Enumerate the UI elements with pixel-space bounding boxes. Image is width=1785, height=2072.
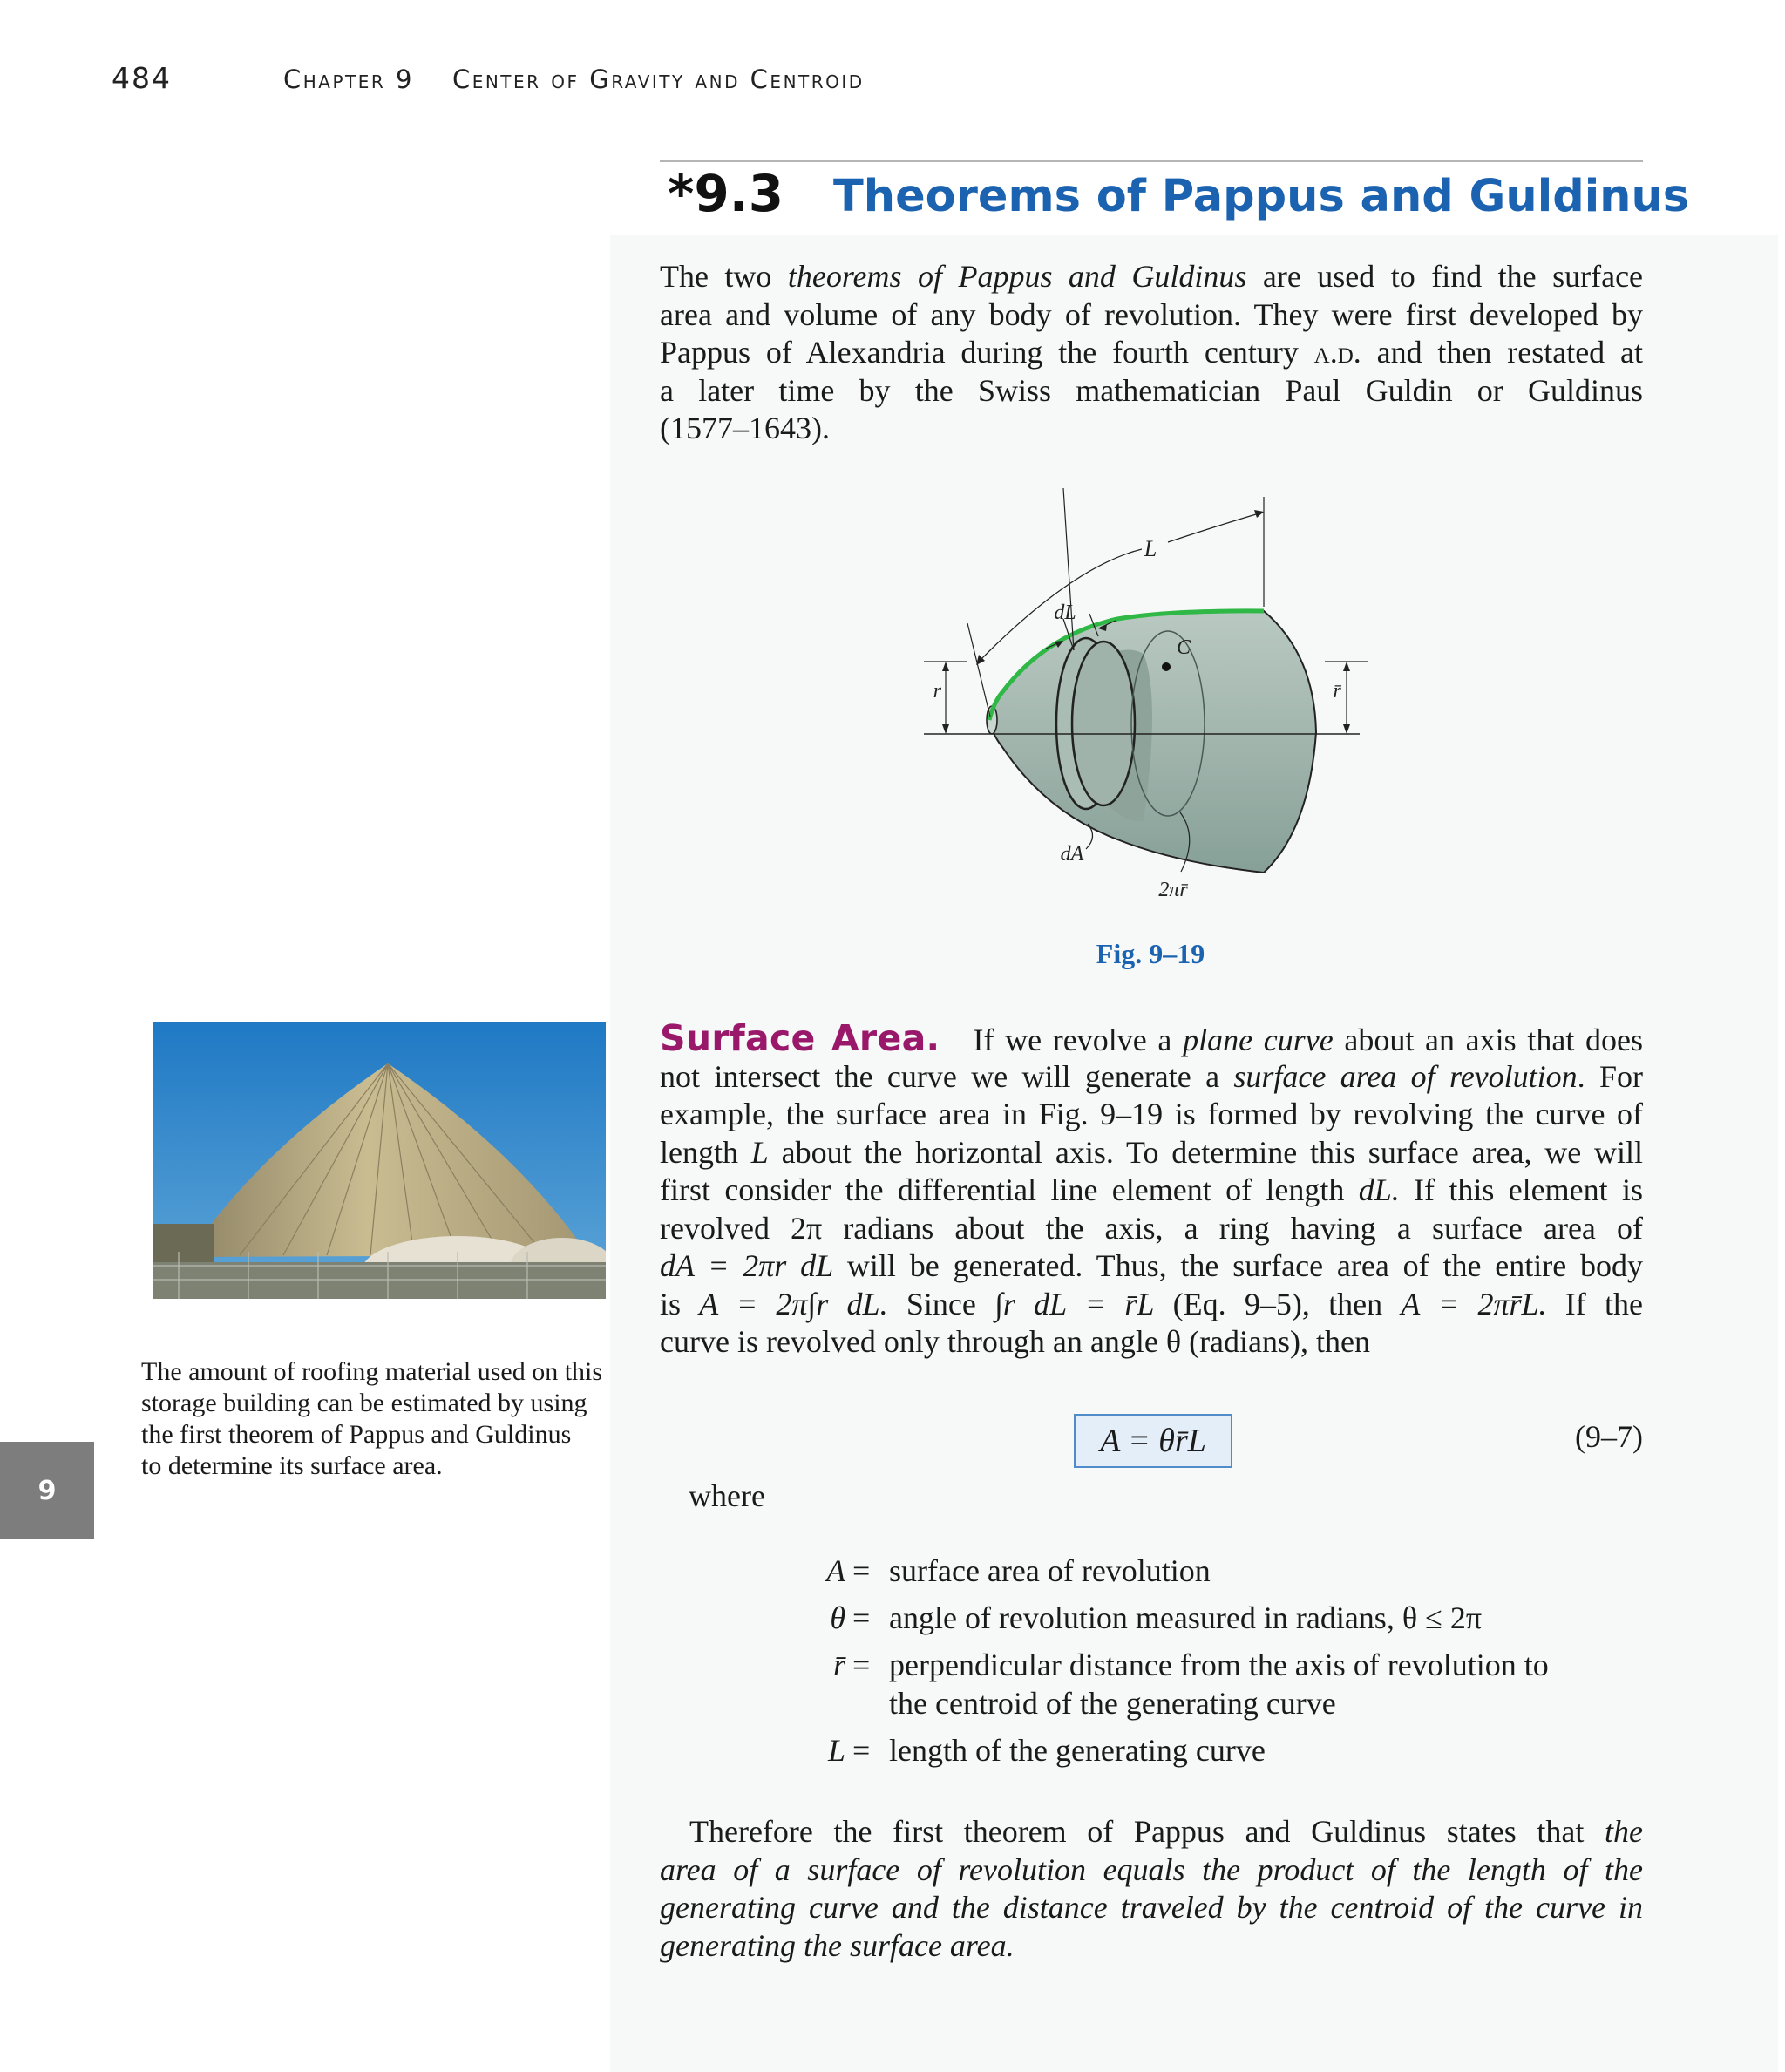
caption-line: to determine its surface area. xyxy=(141,1451,443,1480)
definition-text: length of the generating curve xyxy=(889,1733,1266,1768)
chapter-title: Center of Gravity and Centroid xyxy=(451,65,865,94)
definition-symbol: L xyxy=(827,1733,845,1768)
text-line: revolved 2π radians about the axis, a ring having a surface area of xyxy=(660,1210,1643,1246)
chapter-label: Chapter 9 xyxy=(283,65,414,94)
definition-row: A = surface area of revolution xyxy=(802,1552,1549,1590)
caption-line: storage building can be estimated by using xyxy=(141,1389,587,1417)
text-line: length L about the horizontal axis. To determine this surface area, we will xyxy=(660,1134,1644,1170)
text-line: is A = 2π∫r dL. Since ∫r dL = r̄L (Eq. 9–5), then A = 2πr̄L. If the xyxy=(660,1286,1644,1321)
definition-row: θ = angle of revolution measured in radians, θ ≤ 2π xyxy=(802,1599,1549,1637)
definition-symbol: θ xyxy=(830,1600,845,1635)
section-heading xyxy=(668,164,1689,223)
label-r: r xyxy=(933,680,941,703)
text-line: Pappus of Alexandria during the fourth century a.d. and then restated at xyxy=(660,335,1643,370)
definitions-list xyxy=(802,1552,1549,1770)
text-line: generating curve and the distance traveled by the centroid of the curve in xyxy=(660,1890,1643,1925)
label-C: C xyxy=(1177,636,1191,659)
page-header xyxy=(0,61,1785,105)
definition-text: angle of revolution measured in radians, θ ≤ 2π xyxy=(889,1600,1482,1635)
text-line: generating the surface area. xyxy=(660,1927,1015,1963)
ring-ellipse-inner xyxy=(1072,642,1135,805)
text-line: area of a surface of revolution equals the product of the length of the xyxy=(660,1851,1643,1887)
equation-number: (9–7) xyxy=(1575,1419,1643,1454)
section-title: Theorems of Pappus and Guldinus xyxy=(833,171,1690,222)
centroid-point xyxy=(1162,662,1171,671)
caption-line: the first theorem of Pappus and Guldinus xyxy=(141,1420,572,1449)
equation-box: A = θr̄L xyxy=(1074,1414,1232,1468)
definition-symbol: A xyxy=(826,1553,845,1588)
label-rbar: r̄ xyxy=(1333,680,1341,703)
section-rule xyxy=(660,160,1643,162)
surface-area-heading: Surface Area. xyxy=(660,1017,940,1059)
definition-symbol: r̄ xyxy=(832,1647,845,1682)
photo-caption xyxy=(141,1356,638,1482)
text-line: Surface Area. If we revolve a plane curve about an axis that does xyxy=(660,1017,1643,1059)
text-line: (1577–1643). xyxy=(660,411,830,445)
definition-text: surface area of revolution xyxy=(889,1553,1211,1588)
text-line: example, the surface area in Fig. 9–19 is formed by revolving the curve of xyxy=(660,1097,1643,1131)
revolved-body xyxy=(989,611,1316,873)
text-line: The two theorems of Pappus and Guldinus are used to find the surface xyxy=(660,259,1644,294)
text-line: not intersect the curve we will generate a surface area of revolution. For xyxy=(660,1058,1643,1094)
running-head xyxy=(283,65,865,94)
storage-building-photo xyxy=(153,1022,606,1299)
text-line: a later time by the Swiss mathematician Paul Guldin or Guldinus xyxy=(660,372,1643,408)
text-line: area and volume of any body of revolution. They were first developed by xyxy=(660,296,1643,332)
where-label: where xyxy=(689,1478,765,1513)
label-dL: dL xyxy=(1054,601,1076,624)
caption-line: The amount of roofing material used on this xyxy=(141,1357,603,1386)
definition-row: L = length of the generating curve xyxy=(802,1731,1549,1770)
surface-area-paragraph xyxy=(660,1017,1644,1362)
figure-caption: Fig. 9–19 xyxy=(1096,938,1205,969)
intro-paragraph xyxy=(660,258,1643,448)
surface-of-revolution-figure xyxy=(915,488,1403,907)
definition-text: perpendicular distance from the axis of revolution to xyxy=(889,1647,1549,1682)
conclusion-paragraph xyxy=(660,1813,1643,1965)
text-line: curve is revolved only through an angle θ (radians), then xyxy=(660,1324,1370,1359)
label-2pirbar: 2πr̄ xyxy=(1158,879,1188,901)
section-number: *9.3 xyxy=(668,164,784,223)
definition-text: the centroid of the generating curve xyxy=(889,1686,1336,1721)
label-L: L xyxy=(1144,536,1157,561)
text-line: Therefore the first theorem of Pappus and Guldinus states that the xyxy=(689,1814,1643,1849)
label-dA: dA xyxy=(1060,843,1084,866)
chapter-tab: 9 xyxy=(0,1442,94,1539)
text-line: first consider the differential line element of length dL. If this element is xyxy=(660,1172,1643,1207)
page-number: 484 xyxy=(112,61,172,95)
definition-row: r̄ = perpendicular distance from the axis of revolution to the centroid of the generating curve xyxy=(802,1646,1549,1722)
text-line: dA = 2πr dL will be generated. Thus, the surface area of the entire body xyxy=(660,1248,1643,1283)
